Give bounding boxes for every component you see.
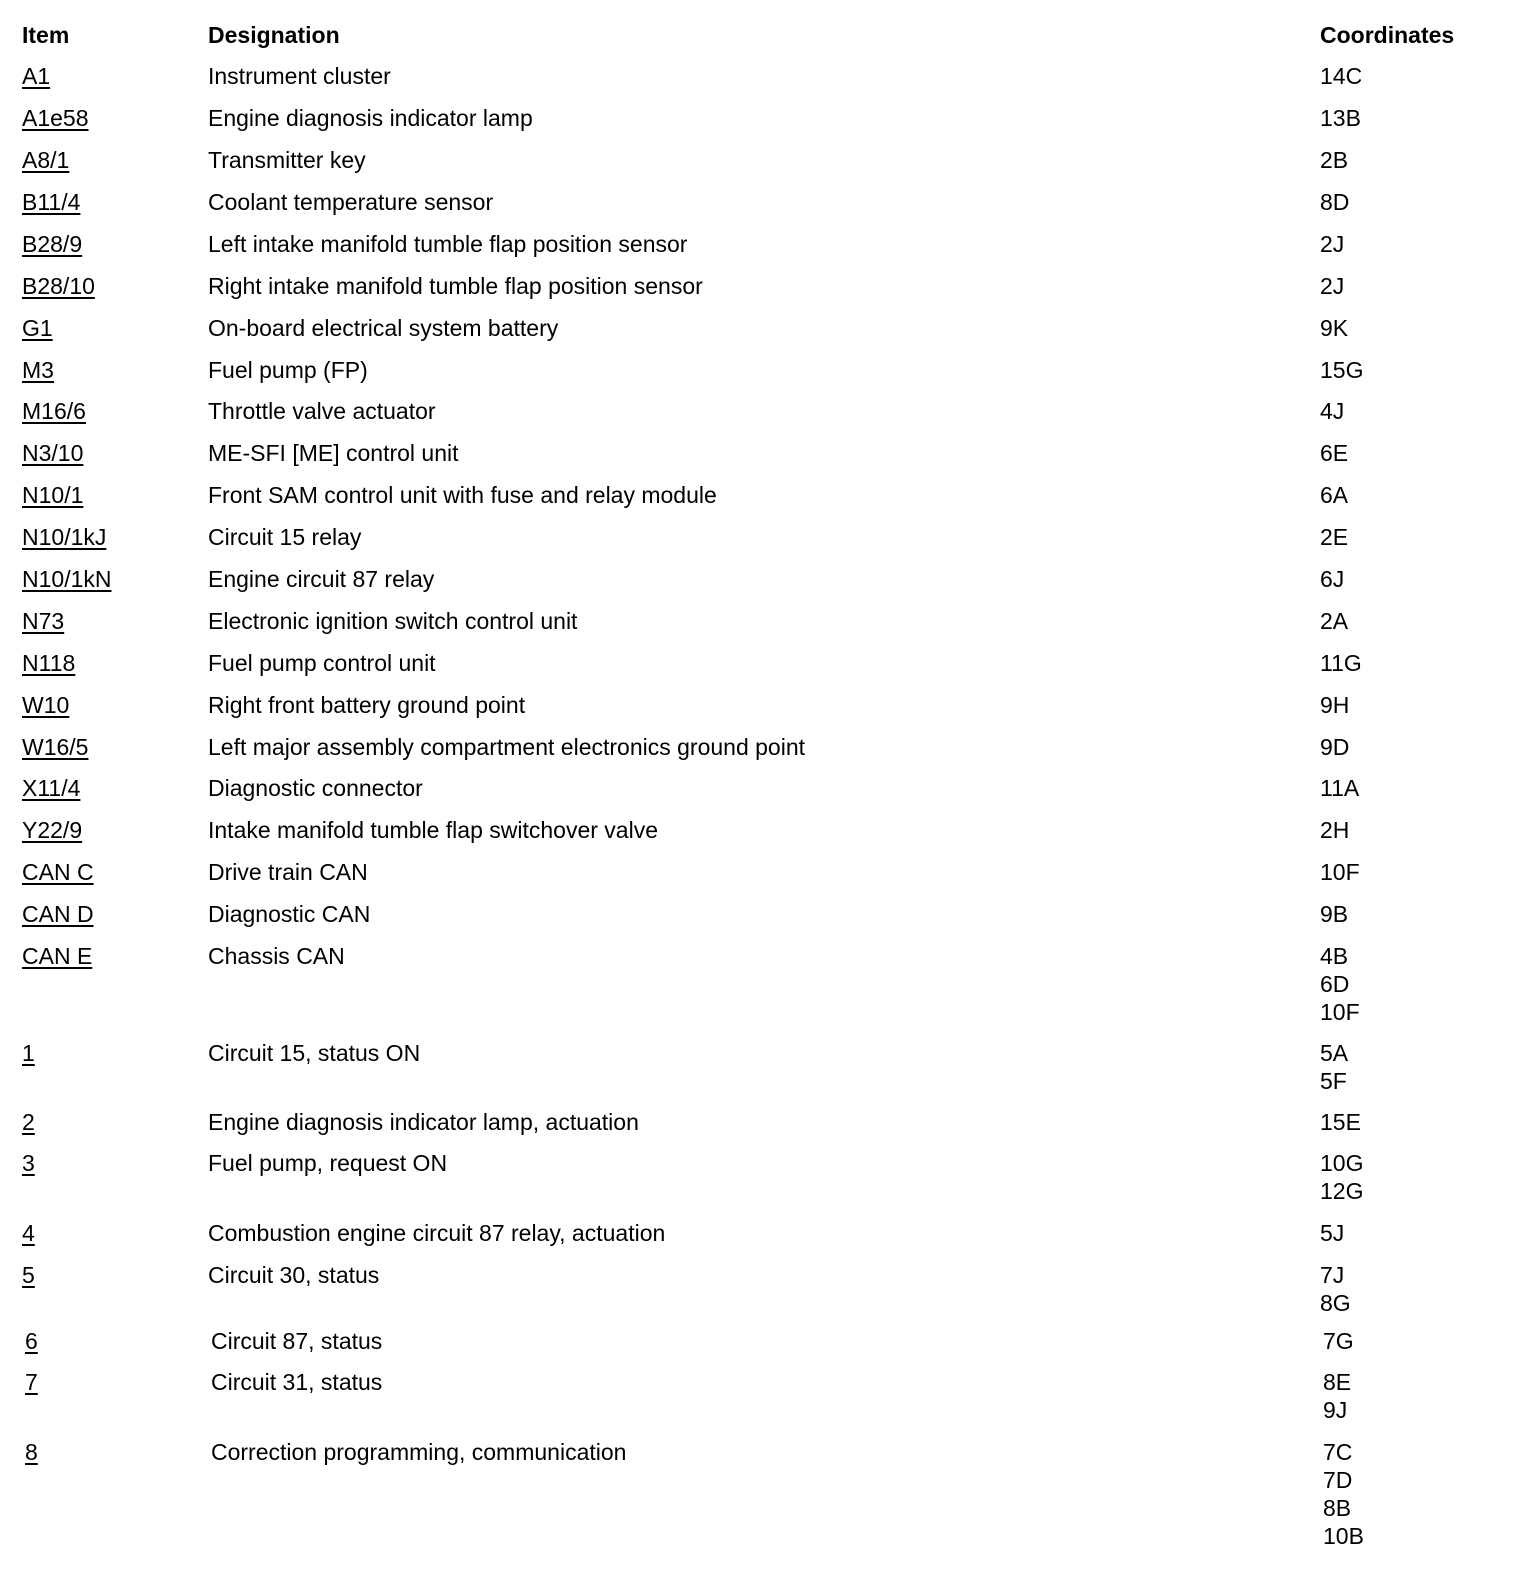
item-link[interactable]: N10/1 (22, 482, 84, 508)
item-link[interactable]: 3 (22, 1150, 35, 1176)
coordinate-value: 2J (1320, 273, 1345, 299)
designation-text: Left major assembly compartment electronics ground point (208, 734, 806, 760)
coordinate-value: 8B (1323, 1495, 1352, 1521)
coordinate-value: 11G (1320, 650, 1362, 676)
coordinate-value: 4J (1320, 398, 1345, 424)
coordinates-cell (1320, 1219, 1344, 1247)
coordinate-value: 9D (1320, 734, 1350, 760)
coordinates-cell (1320, 691, 1349, 719)
table-header (0, 20, 1520, 50)
coordinate-value: 9B (1320, 901, 1349, 927)
coordinate-value: 10F (1320, 999, 1360, 1025)
coordinate-value: 8G (1320, 1290, 1351, 1316)
coordinates-cell (1320, 1108, 1361, 1136)
coordinate-value: 5J (1320, 1220, 1345, 1246)
item-link[interactable]: M3 (22, 357, 54, 383)
designation-text: Fuel pump (FP) (208, 357, 368, 383)
coordinates-cell (1320, 62, 1362, 90)
item-link[interactable]: N10/1kN (22, 566, 112, 592)
coordinate-value: 6A (1320, 482, 1349, 508)
coordinate-value: 12G (1320, 1178, 1364, 1204)
coordinate-value: 6E (1320, 440, 1349, 466)
coordinate-value: 10G (1320, 1150, 1364, 1176)
coordinates-cell (1320, 356, 1363, 384)
designation-text: Front SAM control unit with fuse and relay module (208, 482, 717, 508)
designation-text: Drive train CAN (208, 859, 368, 885)
coordinate-value: 10B (1323, 1523, 1364, 1549)
coordinate-value: 9J (1323, 1397, 1348, 1423)
coordinates-cell (1323, 1368, 1351, 1424)
designation-text: Instrument cluster (208, 63, 391, 89)
item-link[interactable]: G1 (22, 315, 53, 341)
coordinate-value: 13B (1320, 105, 1361, 131)
coordinates-cell (1320, 523, 1348, 551)
coordinate-value: 2J (1320, 231, 1345, 257)
coordinate-value: 7J (1320, 1262, 1345, 1288)
item-link[interactable]: 8 (25, 1439, 38, 1465)
item-link[interactable]: X11/4 (22, 775, 81, 801)
coordinates-cell (1320, 188, 1349, 216)
designation-text: Right intake manifold tumble flap position sensor (208, 273, 703, 299)
header-item: Item (22, 22, 70, 48)
coordinate-value: 5A (1320, 1040, 1349, 1066)
coordinates-cell (1320, 1039, 1348, 1095)
designation-text: Electronic ignition switch control unit (208, 608, 578, 634)
item-link[interactable]: A1e58 (22, 105, 89, 131)
coordinate-value: 9H (1320, 692, 1350, 718)
designation-text: Transmitter key (208, 147, 366, 173)
item-link[interactable]: N10/1kJ (22, 524, 107, 550)
coordinate-value: 15E (1320, 1109, 1361, 1135)
designation-text: Circuit 87, status (211, 1328, 383, 1354)
coordinate-value: 2A (1320, 608, 1349, 634)
designation-text: ME-SFI [ME] control unit (208, 440, 459, 466)
header-coordinates: Coordinates (1320, 22, 1455, 48)
coordinates-cell (1320, 314, 1348, 342)
item-link[interactable]: 7 (25, 1369, 38, 1395)
designation-text: Fuel pump, request ON (208, 1150, 448, 1176)
designation-text: Throttle valve actuator (208, 398, 436, 424)
coordinate-value: 6J (1320, 566, 1345, 592)
item-link[interactable]: A1 (22, 63, 51, 89)
item-link[interactable]: B11/4 (22, 189, 81, 215)
coordinates-cell (1320, 733, 1349, 761)
coordinates-cell (1320, 230, 1344, 258)
item-link[interactable]: 4 (22, 1220, 35, 1246)
designation-text: Diagnostic connector (208, 775, 423, 801)
coordinates-cell (1320, 649, 1362, 677)
coordinate-value: 2E (1320, 524, 1349, 550)
coordinate-value: 4B (1320, 943, 1349, 969)
coordinates-cell (1320, 272, 1344, 300)
coordinates-cell (1320, 774, 1359, 802)
coordinates-cell (1323, 1327, 1354, 1355)
coordinates-cell (1320, 900, 1348, 928)
coordinates-cell (1320, 942, 1360, 1026)
coordinate-value: 14C (1320, 63, 1363, 89)
item-link[interactable]: M16/6 (22, 398, 86, 424)
item-link[interactable]: CAN E (22, 943, 93, 969)
item-link[interactable]: N73 (22, 608, 65, 634)
coordinate-value: 2H (1320, 817, 1350, 843)
coordinate-value: 7C (1323, 1439, 1353, 1465)
designation-text: On-board electrical system battery (208, 315, 559, 341)
item-link[interactable]: N3/10 (22, 440, 84, 466)
designation-text: Right front battery ground point (208, 692, 526, 718)
coordinate-value: 7G (1323, 1328, 1354, 1354)
designation-text: Circuit 31, status (211, 1369, 383, 1395)
coordinates-cell (1320, 397, 1344, 425)
item-link[interactable]: N118 (22, 650, 76, 676)
designation-text: Circuit 15, status ON (208, 1040, 421, 1066)
coordinate-value: 2B (1320, 147, 1349, 173)
coordinates-cell (1320, 439, 1348, 467)
designation-text: Engine diagnosis indicator lamp, actuation (208, 1109, 639, 1135)
designation-text: Engine diagnosis indicator lamp (208, 105, 533, 131)
coordinate-value: 8E (1323, 1369, 1352, 1395)
item-link[interactable]: 5 (22, 1262, 35, 1288)
designation-text: Chassis CAN (208, 943, 345, 969)
coordinates-cell (1320, 607, 1348, 635)
coordinate-value: 15G (1320, 357, 1364, 383)
coordinates-cell (1323, 1438, 1364, 1550)
designation-text: Circuit 30, status (208, 1262, 380, 1288)
designation-text: Left intake manifold tumble flap position sensor (208, 231, 688, 257)
coordinates-cell (1320, 816, 1349, 844)
coordinate-value: 10F (1320, 859, 1360, 885)
coordinates-cell (1320, 858, 1360, 886)
designation-text: Circuit 15 relay (208, 524, 362, 550)
coordinate-value: 11A (1320, 775, 1360, 801)
item-link[interactable]: 6 (25, 1328, 38, 1354)
item-link[interactable]: W10 (22, 692, 70, 718)
coordinate-value: 9K (1320, 315, 1349, 341)
item-link[interactable]: W16/5 (22, 734, 89, 760)
coordinate-value: 7D (1323, 1467, 1353, 1493)
coordinate-value: 5F (1320, 1068, 1347, 1094)
designation-text: Engine circuit 87 relay (208, 566, 435, 592)
designation-text: Fuel pump control unit (208, 650, 436, 676)
designation-text: Coolant temperature sensor (208, 189, 494, 215)
coordinates-cell (1320, 146, 1348, 174)
item-link[interactable]: Y22/9 (22, 817, 83, 843)
coordinates-cell (1320, 104, 1361, 132)
item-link[interactable]: CAN D (22, 901, 94, 927)
item-link[interactable]: B28/10 (22, 273, 95, 299)
designation-text: Correction programming, communication (211, 1439, 627, 1465)
item-link[interactable]: A8/1 (22, 147, 70, 173)
designation-text: Combustion engine circuit 87 relay, actuation (208, 1220, 666, 1246)
designation-text: Diagnostic CAN (208, 901, 371, 927)
item-link[interactable]: 2 (22, 1109, 35, 1135)
coordinates-cell (1320, 565, 1344, 593)
coordinate-value: 6D (1320, 971, 1350, 997)
coordinates-cell (1320, 1149, 1363, 1205)
item-link[interactable]: CAN C (22, 859, 94, 885)
item-link[interactable]: B28/9 (22, 231, 83, 257)
coordinates-cell (1320, 481, 1348, 509)
designation-text: Intake manifold tumble flap switchover valve (208, 817, 658, 843)
coordinate-value: 8D (1320, 189, 1350, 215)
header-designation: Designation (208, 22, 340, 48)
coordinates-cell (1320, 1261, 1351, 1317)
item-link[interactable]: 1 (22, 1040, 35, 1066)
